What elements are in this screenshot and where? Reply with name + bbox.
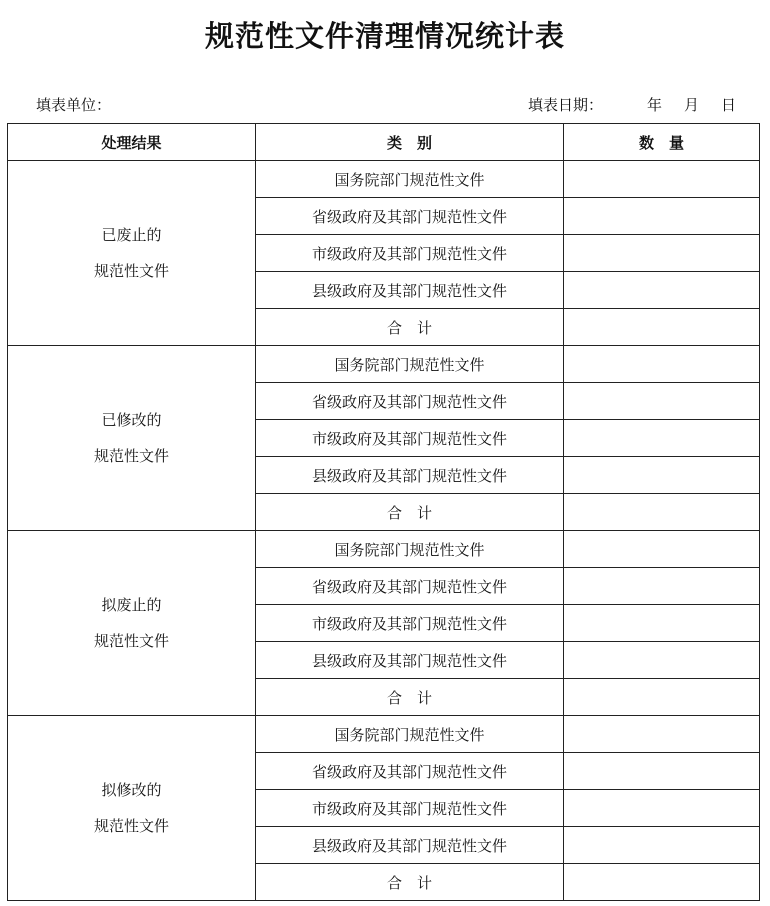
category-cell: 县级政府及其部门规范性文件 <box>256 827 564 864</box>
quantity-cell[interactable] <box>564 161 760 198</box>
quantity-cell[interactable] <box>564 679 760 716</box>
fill-unit-label: 填表单位： <box>36 96 112 114</box>
header-category: 类 别 <box>256 124 564 161</box>
document-title: 规范性文件清理情况统计表 <box>204 19 565 53</box>
category-cell: 市级政府及其部门规范性文件 <box>256 605 564 642</box>
statistics-table <box>7 123 760 901</box>
table-row <box>8 531 760 568</box>
category-cell: 省级政府及其部门规范性文件 <box>256 383 564 420</box>
quantity-cell[interactable] <box>564 531 760 568</box>
result-group-label-line1: 已废止的 <box>101 226 162 244</box>
date-day: 日 <box>721 96 737 114</box>
result-group-label-line1: 已修改的 <box>101 411 162 429</box>
category-cell: 县级政府及其部门规范性文件 <box>256 272 564 309</box>
category-cell: 国务院部门规范性文件 <box>256 531 564 568</box>
result-group-label-line2: 规范性文件 <box>93 817 169 835</box>
category-cell: 省级政府及其部门规范性文件 <box>256 198 564 235</box>
category-cell: 县级政府及其部门规范性文件 <box>256 457 564 494</box>
quantity-cell[interactable] <box>564 383 760 420</box>
table-header-row <box>8 124 760 161</box>
quantity-cell[interactable] <box>564 198 760 235</box>
date-parts <box>647 94 758 115</box>
subtotal-label: 合 计 <box>256 864 564 901</box>
quantity-cell[interactable] <box>564 568 760 605</box>
quantity-cell[interactable] <box>564 716 760 753</box>
category-cell: 国务院部门规范性文件 <box>256 716 564 753</box>
result-group-label-line2: 规范性文件 <box>93 447 169 465</box>
quantity-cell[interactable] <box>564 457 760 494</box>
result-group-label-line1: 拟修改的 <box>101 781 162 799</box>
result-group-label <box>8 346 256 531</box>
quantity-cell[interactable] <box>564 827 760 864</box>
quantity-cell[interactable] <box>564 494 760 531</box>
quantity-cell[interactable] <box>564 864 760 901</box>
category-cell: 市级政府及其部门规范性文件 <box>256 420 564 457</box>
result-group-label <box>8 161 256 346</box>
quantity-cell[interactable] <box>564 346 760 383</box>
fill-date <box>528 94 758 115</box>
category-cell: 国务院部门规范性文件 <box>256 346 564 383</box>
result-group-label-line2: 规范性文件 <box>93 262 169 280</box>
quantity-cell[interactable] <box>564 605 760 642</box>
quantity-cell[interactable] <box>564 235 760 272</box>
table-row <box>8 716 760 753</box>
subtotal-label: 合 计 <box>256 309 564 346</box>
table-body <box>8 161 760 901</box>
result-group-label <box>8 531 256 716</box>
category-cell: 省级政府及其部门规范性文件 <box>256 753 564 790</box>
fill-date-label: 填表日期： <box>528 96 604 114</box>
quantity-cell[interactable] <box>564 309 760 346</box>
quantity-cell[interactable] <box>564 753 760 790</box>
category-cell: 国务院部门规范性文件 <box>256 161 564 198</box>
header-quantity: 数 量 <box>564 124 760 161</box>
header-result: 处理结果 <box>8 124 256 161</box>
quantity-cell[interactable] <box>564 420 760 457</box>
date-year: 年 <box>647 96 663 114</box>
result-group-label-line1: 拟废止的 <box>101 596 162 614</box>
result-group-label-line2: 规范性文件 <box>93 632 169 650</box>
result-group-label <box>8 716 256 901</box>
table-row <box>8 161 760 198</box>
quantity-cell[interactable] <box>564 642 760 679</box>
category-cell: 省级政府及其部门规范性文件 <box>256 568 564 605</box>
quantity-cell[interactable] <box>564 790 760 827</box>
quantity-cell[interactable] <box>564 272 760 309</box>
table-row <box>8 346 760 383</box>
date-month: 月 <box>684 96 700 114</box>
category-cell: 市级政府及其部门规范性文件 <box>256 790 564 827</box>
subtotal-label: 合 计 <box>256 494 564 531</box>
subtotal-label: 合 计 <box>256 679 564 716</box>
category-cell: 市级政府及其部门规范性文件 <box>256 235 564 272</box>
category-cell: 县级政府及其部门规范性文件 <box>256 642 564 679</box>
